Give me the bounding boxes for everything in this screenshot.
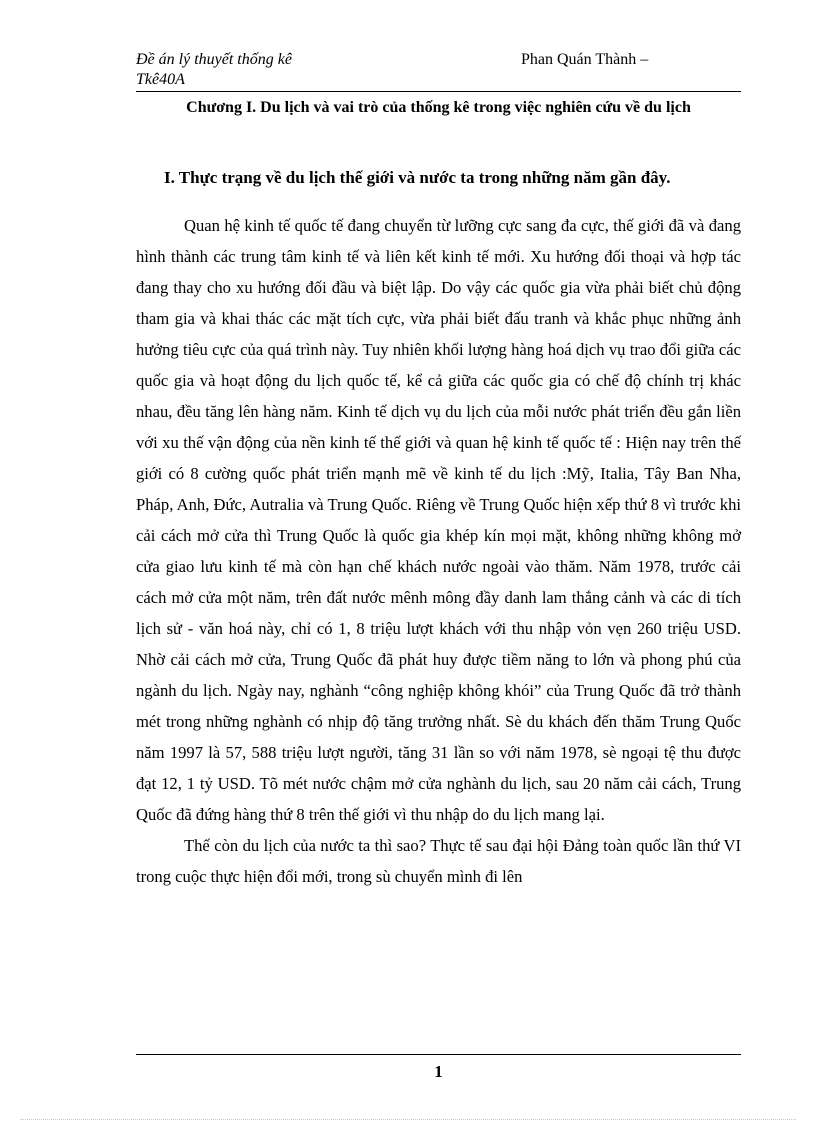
- page-edge: [20, 1119, 796, 1120]
- paragraph: Thế còn du lịch của nước ta thì sao? Thực tế sau đại hội Đảng toàn quốc lần thứ VI trong cuộc thực hiện đổi mới, trong sù chuyển mình đi lên: [136, 836, 741, 886]
- header-divider: [136, 91, 741, 92]
- footer-divider: [136, 1054, 741, 1055]
- body-text: [136, 210, 741, 892]
- page-number: 1: [434, 1062, 443, 1081]
- header-document-title: Đề án lý thuyết thống kê Tkê40A: [136, 51, 292, 88]
- chapter-title: Chương I. Du lịch và vai trò của thống kê trong việc nghiên cứu về du lịch: [186, 99, 691, 116]
- header-author: Phan Quán Thành –: [521, 51, 649, 68]
- section-heading: I. Thực trạng về du lịch thế giới và nước ta trong những năm gần đây.: [164, 168, 671, 187]
- paragraph: Quan hệ kinh tế quốc tế đang chuyển từ lưỡng cực sang đa cực, thế giới đã và đang hình thành các trung tâm kinh tế và liên kết kinh tế mới. Xu hướng đối thoại và hợp tác đang thay cho xu hướng đối đầu và biệt lập. Do vậy các quốc gia vừa phải biết chủ động tham gia và khai thác các mặt tích cực, vừa phải biết đấu tranh và khắc phục những ảnh hưởng tiêu cực của quá trình này. Tuy nhiên khối lượng hàng hoá dịch vụ trao đổi giữa các quốc gia và hoạt động du lịch quốc tế, kể cả giữa các quốc gia có chế độ chính trị khác nhau, đều tăng lên hàng năm. Kinh tế dịch vụ du lịch của mỗi nước phát triển đều gắn liền với xu thế vận động của nền kinh tế thế giới và quan hệ kinh tế quốc tế : Hiện nay trên thế giới có 8 cường quốc phát triển mạnh mẽ về kinh tế du lịch :Mỹ, Italia, Tây Ban Nha, Pháp, Anh, Đức, Autralia và Trung Quốc. Riêng về Trung Quốc hiện xếp thứ 8 vì trước khi cải cách mở cửa thì Trung Quốc là quốc gia khép kín mọi mặt, không những không mở cửa giao lưu kinh tế mà còn hạn chế khách nước ngoài vào thăm. Năm 1978, trước cải cách mở cửa một năm, trên đất nước mênh mông đầy danh lam thắng cảnh và các di tích lịch sử - văn hoá này, chỉ có 1, 8 triệu lượt khách với thu nhập vỏn vẹn 260 triệu USD. Nhờ cải cách mở cửa, Trung Quốc đã phát huy được tiềm năng to lớn và phong phú của ngành du lịch. Ngày nay, nghành “công nghiệp không khói” của Trung Quốc đã trở thành mét trong những nghành có nhịp độ tăng trưởng nhất. Sè du khách đến thăm Trung Quốc năm 1997 là 57, 588 triệu lượt người, tăng 31 lần so với năm 1978, sè ngoại tệ thu được đạt 12, 1 tỷ USD. Tõ mét nước chậm mở cửa nghành du lịch, sau 20 năm cải cách, Trung Quốc đã đứng hàng thứ 8 trên thế giới vì thu nhập do du lịch mang lại.: [136, 216, 741, 824]
- page-header: [136, 50, 741, 92]
